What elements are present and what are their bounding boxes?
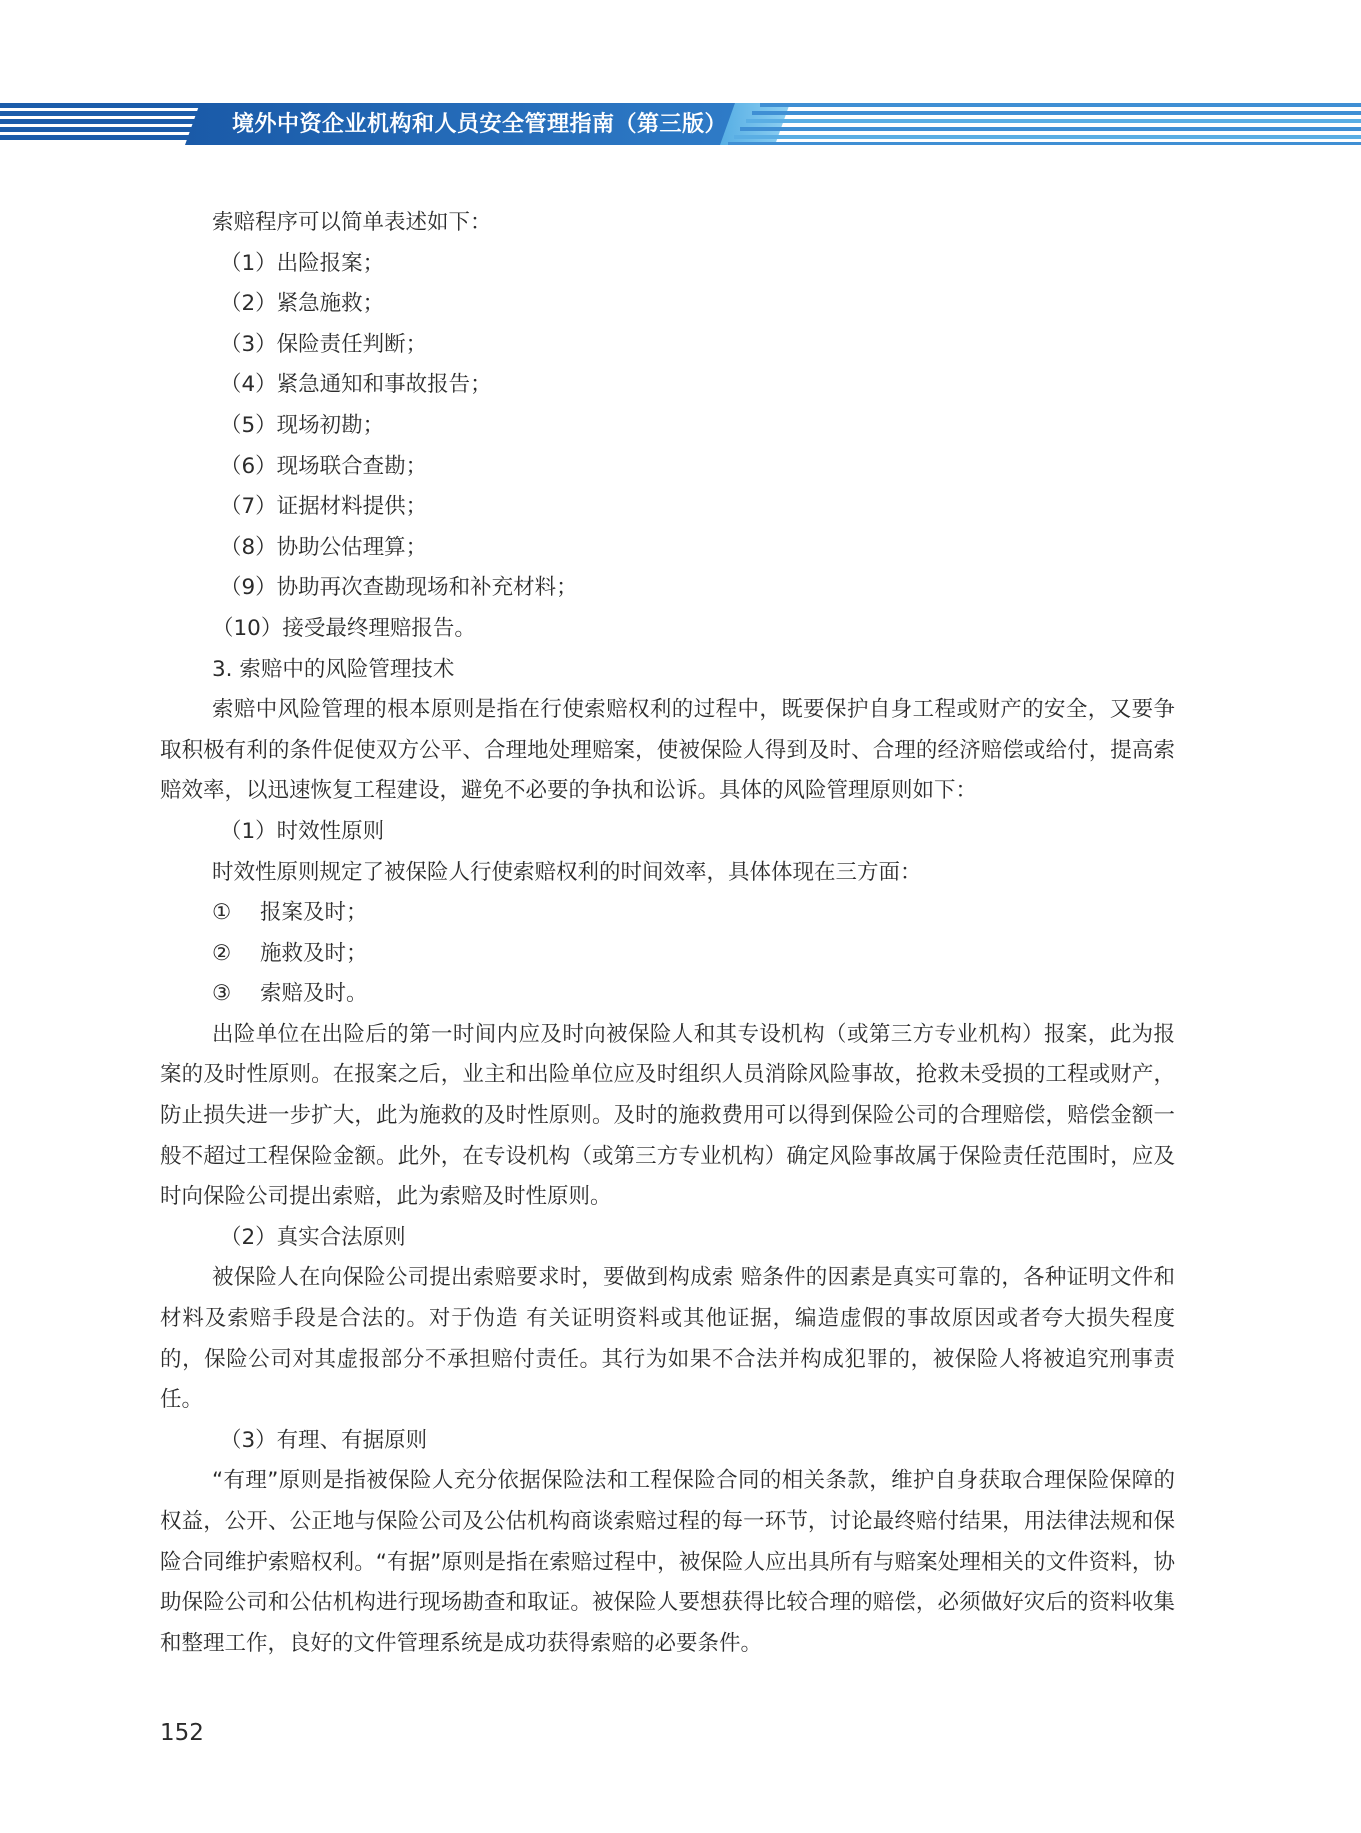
step-item: （2）紧急施救； bbox=[220, 291, 385, 317]
step-item: （3）保险责任判断； bbox=[220, 331, 428, 357]
principle-intro: 时效性原则规定了被保险人行使索赔权利的时间效率，具体体现在三方面： bbox=[212, 859, 922, 885]
principle-item-text: 报案及时； bbox=[260, 900, 368, 926]
main-content bbox=[160, 203, 1175, 1664]
section-heading: 3. 索赔中的风险管理技术 bbox=[212, 656, 455, 682]
step-item: （6）现场联合查勘； bbox=[220, 453, 428, 479]
header-title: 境外中资企业机构和人员安全管理指南（第三版） bbox=[232, 112, 728, 137]
circled-number: ③ bbox=[212, 981, 232, 1007]
principle-item bbox=[160, 893, 1175, 934]
step-item: （9）协助再次查勘现场和补充材料； bbox=[220, 575, 578, 601]
principle-heading: （3）有理、有据原则 bbox=[220, 1427, 428, 1453]
principle-heading: （2）真实合法原则 bbox=[220, 1224, 406, 1250]
step-item: （1）出险报案； bbox=[220, 250, 385, 276]
principle-paragraph: “有理”原则是指被保险人充分依据保险法和工程保险合同的相关条款，维护自身获取合理保险保障的权益，公开、公正地与保险公司及公估机构商谈索赔过程的每一环节，讨论最终赔付结果，用法律法规和保险合同维护索赔权利。“有据”原则是指在索赔过程中，被保险人应出具所有与赔案处理相关的文件资料，协助保险公司和公估机构进行现场勘查和取证。被保险人要想获得比较合理的赔偿，必须做好灾后的资料收集和整理工作，良好的文件管理系统是成功获得索赔的必要条件。 bbox=[160, 1468, 1175, 1656]
principle-paragraph: 出险单位在出险后的第一时间内应及时向被保险人和其专设机构（或第三方专业机构）报案，此为报案的及时性原则。在报案之后，业主和出险单位应及时组织人员消除风险事故，抢救未受损的工程或财产，防止损失进一步扩大，此为施救的及时性原则。及时的施救费用可以得到保险公司的合理赔偿，赔偿金额一般不超过工程保险金额。此外，在专设机构（或第三方专业机构）确定风险事故属于保险责任范围时，应及时向保险公司提出索赔，此为索赔及时性原则。 bbox=[160, 1021, 1175, 1210]
step-item: （8）协助公估理算； bbox=[220, 534, 428, 560]
principle-item-text: 索赔及时。 bbox=[260, 981, 368, 1007]
principle-item bbox=[160, 974, 1175, 1015]
claims-intro: 索赔程序可以简单表述如下： bbox=[212, 210, 492, 235]
header-band bbox=[0, 0, 1361, 160]
section-paragraph: 索赔中风险管理的根本原则是指在行使索赔权利的过程中，既要保护自身工程或财产的安全，又要争取积极有利的条件促使双方公平、合理地处理赔案，使被保险人得到及时、合理的经济赔偿或给付，提高索赔效率，以迅速恢复工程建设，避免不必要的争执和讼诉。具体的风险管理原则如下： bbox=[160, 697, 1175, 804]
principle-item bbox=[160, 934, 1175, 975]
principle-paragraph: 被保险人在向保险公司提出索赔要求时，要做到构成索 赔条件的因素是真实可靠的，各种证明文件和材料及索赔手段是合法的。对于伪造 有关证明资料或其他证据，编造虚假的事故原因或者夸大损失程度的，保险公司对其虚报部分不承担赔付责任。其行为如果不合法并构成犯罪的，被保险人将被追究刑事责任。 bbox=[160, 1265, 1175, 1413]
circled-number: ② bbox=[212, 940, 232, 966]
step-item: （5）现场初勘； bbox=[220, 412, 385, 438]
page-number: 152 bbox=[160, 1720, 204, 1746]
principle-heading: （1）时效性原则 bbox=[220, 818, 385, 844]
circled-number: ① bbox=[212, 900, 232, 926]
step-item: （7）证据材料提供； bbox=[220, 494, 428, 520]
step-item: （10）接受最终理赔报告。 bbox=[212, 615, 476, 641]
principle-item-text: 施救及时； bbox=[260, 940, 368, 966]
step-item: （4）紧急通知和事故报告； bbox=[220, 372, 492, 398]
